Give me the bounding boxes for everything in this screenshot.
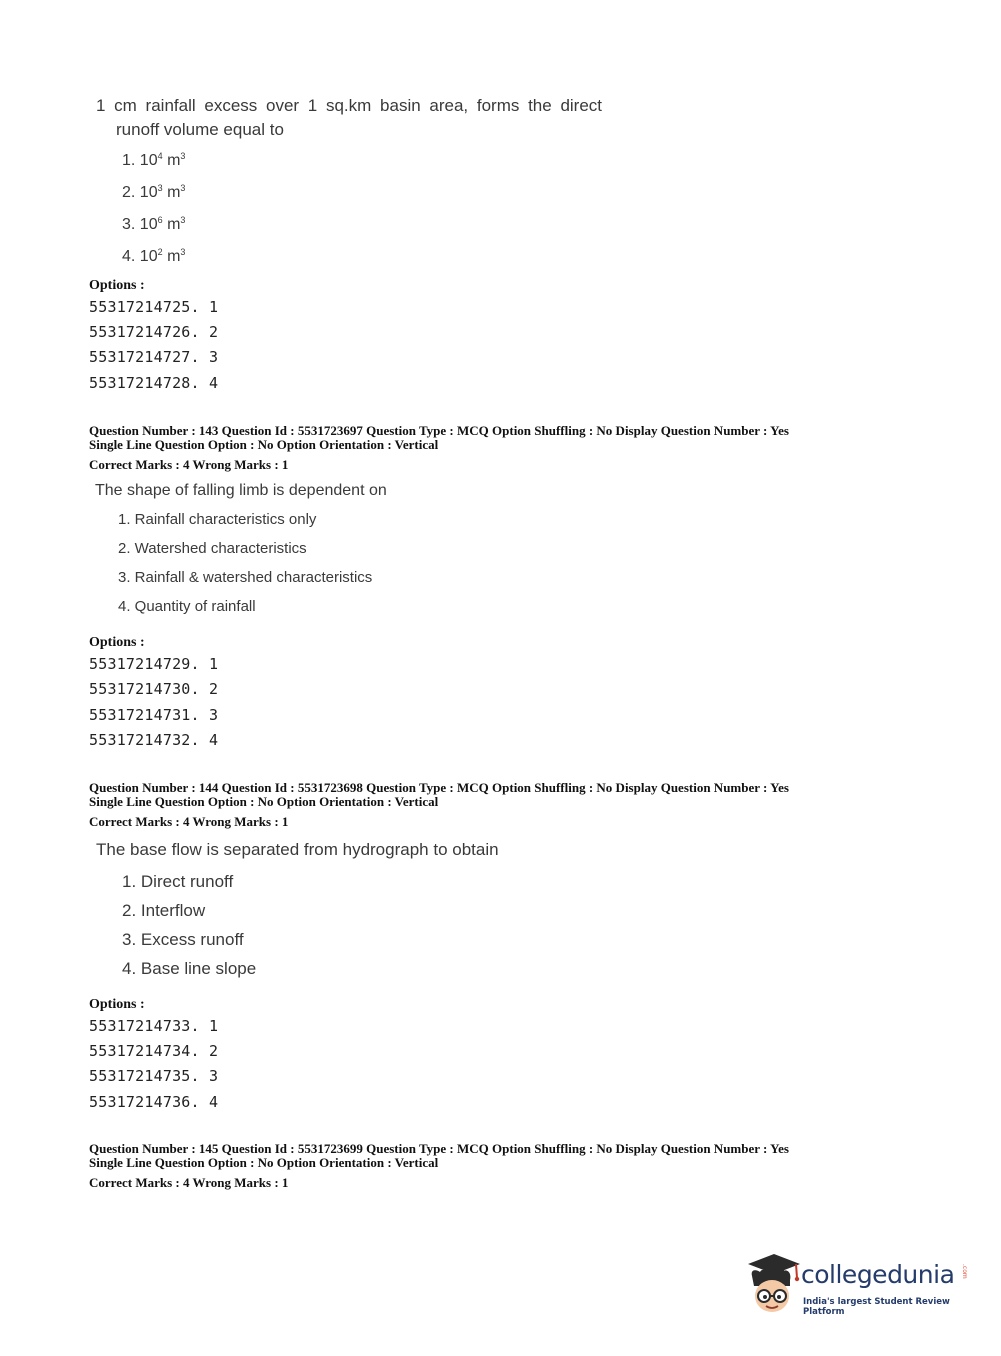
q144-option-id-1: 55317214733. 1 <box>89 1017 219 1035</box>
q144-choice-3: 3. Excess runoff <box>122 930 244 949</box>
q145-marks: Correct Marks : 4 Wrong Marks : 1 <box>89 1175 289 1190</box>
q144-option-id-4: 55317214736. 4 <box>89 1093 219 1111</box>
q143-marks: Correct Marks : 4 Wrong Marks : 1 <box>89 457 289 472</box>
q144-choice-4: 4. Base line slope <box>122 959 257 978</box>
q143-option-id-1: 55317214729. 1 <box>89 655 219 673</box>
q143-options-label: Options : <box>89 635 145 650</box>
mascot-icon <box>744 1250 802 1320</box>
q143-choice-4: 4. Quantity of rainfall <box>118 598 256 615</box>
q142-option-id-1: 55317214725. 1 <box>89 298 219 316</box>
q145-meta-line1: Question Number : 145 Question Id : 5531723699 Question Type : MCQ Option Shuffling : No Display Question Number : Yes <box>89 1141 789 1156</box>
q144-choice-2: 2. Interflow <box>122 901 206 920</box>
q143-option-id-4: 55317214732. 4 <box>89 731 219 749</box>
q142-choice-1: 1. $10^4$ $m^3$ <box>122 151 186 169</box>
q144-stem: The base flow is separated from hydrograph to obtain <box>96 840 499 859</box>
q143-choice-2: 2. Watershed characteristics <box>118 540 307 557</box>
q144-meta-line1: Question Number : 144 Question Id : 5531723698 Question Type : MCQ Option Shuffling : No Display Question Number : Yes <box>89 780 789 795</box>
q142-stem-line2: runoff volume equal to <box>116 120 284 139</box>
q144-choice-1: 1. Direct runoff <box>122 872 234 891</box>
q144-meta-line2: Single Line Question Option : No Option Orientation : Vertical <box>89 794 439 809</box>
q142-option-id-4: 55317214728. 4 <box>89 374 219 392</box>
q143-option-id-3: 55317214731. 3 <box>89 706 219 724</box>
q144-option-id-2: 55317214734. 2 <box>89 1042 219 1060</box>
q145-meta-line2: Single Line Question Option : No Option Orientation : Vertical <box>89 1155 439 1170</box>
q144-marks: Correct Marks : 4 Wrong Marks : 1 <box>89 814 289 829</box>
q142-option-id-2: 55317214726. 2 <box>89 323 219 341</box>
collegedunia-logo <box>744 1250 969 1320</box>
q144-option-id-3: 55317214735. 3 <box>89 1067 219 1085</box>
logo-com: .com <box>961 1264 968 1279</box>
logo-tagline: India's largest Student Review Platform <box>803 1297 950 1317</box>
q142-choice-2: 2. $10^3$ $m^3$ <box>122 183 186 201</box>
q144-options-label: Options : <box>89 997 145 1012</box>
logo-wordmark: collegedunia <box>801 1260 955 1289</box>
q143-meta-line1: Question Number : 143 Question Id : 5531723697 Question Type : MCQ Option Shuffling : No Display Question Number : Yes <box>89 423 789 438</box>
q142-options-label: Options : <box>89 278 145 293</box>
q142-choice-3: 3. $10^6$ $m^3$ <box>122 215 186 233</box>
q143-option-id-2: 55317214730. 2 <box>89 680 219 698</box>
q142-choice-4: 4. $10^2$ $m^3$ <box>122 247 186 265</box>
q143-choice-3: 3. Rainfall & watershed characteristics <box>118 569 373 586</box>
q142-option-id-3: 55317214727. 3 <box>89 348 219 366</box>
q143-meta-line2: Single Line Question Option : No Option Orientation : Vertical <box>89 437 439 452</box>
q142-stem-line1: 1 cm rainfall excess over 1 sq.km basin area, forms the direct <box>96 96 603 115</box>
q143-choice-1: 1. Rainfall characteristics only <box>118 511 317 528</box>
q143-stem: The shape of falling limb is dependent on <box>95 482 387 499</box>
